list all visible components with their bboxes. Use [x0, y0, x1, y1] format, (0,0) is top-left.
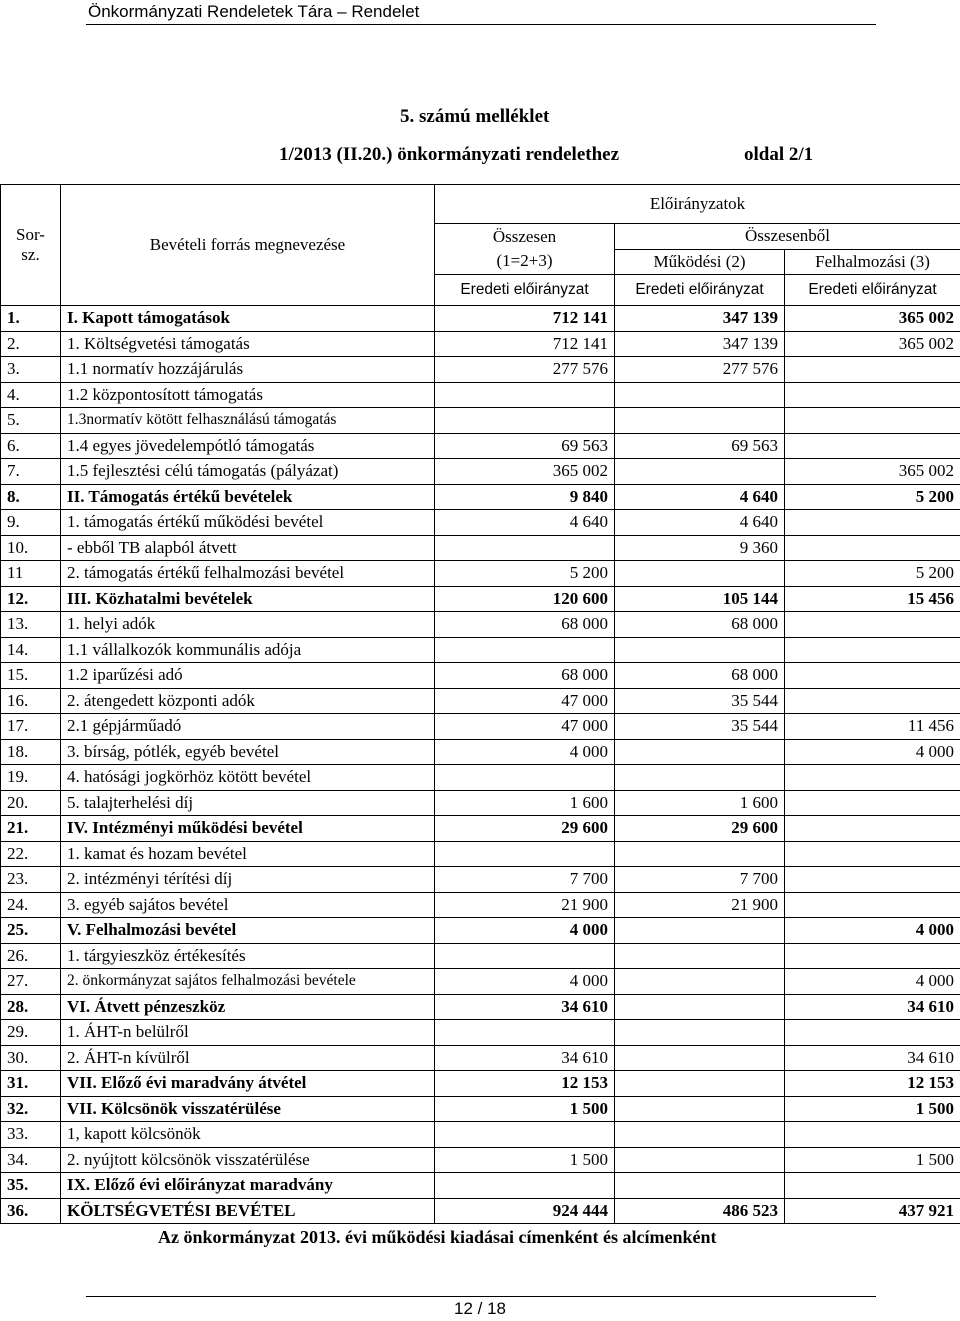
row-name: VI. Átvett pénzeszköz: [61, 994, 435, 1020]
row-number: 22.: [1, 841, 61, 867]
row-operating: [615, 1045, 785, 1071]
row-number: 8.: [1, 484, 61, 510]
row-operating: 1 600: [615, 790, 785, 816]
row-total: 21 900: [435, 892, 615, 918]
row-capital: [785, 612, 960, 638]
row-name: 1.3normatív kötött felhasználású támogatás: [61, 408, 435, 434]
sheet-label: oldal 2/1: [744, 144, 814, 165]
row-operating: [615, 841, 785, 867]
row-capital: 365 002: [785, 459, 960, 485]
row-number: 12.: [1, 586, 61, 612]
row-operating: [615, 765, 785, 791]
row-operating: [615, 1173, 785, 1199]
row-operating: [615, 1071, 785, 1097]
row-total: [435, 765, 615, 791]
row-total: 277 576: [435, 357, 615, 383]
row-name: 1.5 fejlesztési célú támogatás (pályázat): [61, 459, 435, 485]
row-capital: 34 610: [785, 994, 960, 1020]
row-total: [435, 408, 615, 434]
row-total: 68 000: [435, 663, 615, 689]
row-name: II. Támogatás értékű bevételek: [61, 484, 435, 510]
row-total: [435, 1020, 615, 1046]
page-number: 12 / 18: [454, 1299, 506, 1318]
col-header-original-operating: Eredeti előirányzat: [615, 274, 785, 305]
row-total: 29 600: [435, 816, 615, 842]
table-row: [1, 714, 960, 740]
row-name: 1. ÁHT-n belülről: [61, 1020, 435, 1046]
row-number: 7.: [1, 459, 61, 485]
row-name: 1.1 vállalkozók kommunális adója: [61, 637, 435, 663]
row-total: 712 141: [435, 331, 615, 357]
row-operating: 35 544: [615, 688, 785, 714]
row-operating: 68 000: [615, 663, 785, 689]
row-number: 19.: [1, 765, 61, 791]
annex-title: 5. számú melléklet: [400, 106, 550, 127]
row-name: 2. nyújtott kölcsönök visszatérülése: [61, 1147, 435, 1173]
row-operating: 4 640: [615, 510, 785, 536]
table-row: [1, 1071, 960, 1097]
row-total: [435, 535, 615, 561]
row-number: 9.: [1, 510, 61, 536]
row-capital: [785, 1122, 960, 1148]
col-header-capital: Felhalmozási (3): [785, 249, 960, 274]
table-row: [1, 1122, 960, 1148]
table-row: [1, 765, 960, 791]
table-row: [1, 1173, 960, 1199]
row-total: [435, 841, 615, 867]
row-name: VII. Kölcsönök visszatérülése: [61, 1096, 435, 1122]
row-total: 5 200: [435, 561, 615, 587]
row-name: 3. bírság, pótlék, egyéb bevétel: [61, 739, 435, 765]
row-number: 2.: [1, 331, 61, 357]
row-number: 32.: [1, 1096, 61, 1122]
row-name: V. Felhalmozási bevétel: [61, 918, 435, 944]
revenue-table: [0, 184, 960, 1224]
row-name: KÖLTSÉGVETÉSI BEVÉTEL: [61, 1198, 435, 1224]
row-number: 15.: [1, 663, 61, 689]
table-row: [1, 408, 960, 434]
row-name: 2. önkormányzat sajátos felhalmozási bevétele: [61, 969, 435, 995]
row-number: 5.: [1, 408, 61, 434]
row-number: 16.: [1, 688, 61, 714]
col-header-original-capital: Eredeti előirányzat: [785, 274, 960, 305]
row-name: 2. intézményi térítési díj: [61, 867, 435, 893]
row-total: [435, 943, 615, 969]
row-capital: [785, 943, 960, 969]
row-number: 6.: [1, 433, 61, 459]
row-capital: [785, 357, 960, 383]
row-number: 25.: [1, 918, 61, 944]
row-number: 24.: [1, 892, 61, 918]
row-total: 34 610: [435, 1045, 615, 1071]
row-operating: [615, 1020, 785, 1046]
row-number: 30.: [1, 1045, 61, 1071]
row-name: 2. átengedett központi adók: [61, 688, 435, 714]
row-total: 47 000: [435, 688, 615, 714]
col-header-group: Előirányzatok: [435, 185, 960, 224]
row-operating: 486 523: [615, 1198, 785, 1224]
col-header-original-total: Eredeti előirányzat: [435, 274, 615, 305]
row-operating: [615, 1122, 785, 1148]
row-total: [435, 1173, 615, 1199]
row-operating: 68 000: [615, 612, 785, 638]
row-number: 13.: [1, 612, 61, 638]
table-row: [1, 459, 960, 485]
row-capital: 4 000: [785, 969, 960, 995]
row-name: VII. Előző évi maradvány átvétel: [61, 1071, 435, 1097]
row-number: 11: [1, 561, 61, 587]
row-capital: [785, 663, 960, 689]
row-total: 47 000: [435, 714, 615, 740]
row-operating: [615, 994, 785, 1020]
row-name: 2. ÁHT-n kívülről: [61, 1045, 435, 1071]
row-total: 4 000: [435, 969, 615, 995]
table-row: [1, 586, 960, 612]
row-operating: 7 700: [615, 867, 785, 893]
table-row: [1, 739, 960, 765]
page-header: [86, 0, 876, 25]
row-number: 33.: [1, 1122, 61, 1148]
row-operating: [615, 943, 785, 969]
row-operating: [615, 739, 785, 765]
row-capital: [785, 765, 960, 791]
row-capital: [785, 510, 960, 536]
row-number: 17.: [1, 714, 61, 740]
table-row: [1, 969, 960, 995]
row-number: 31.: [1, 1071, 61, 1097]
row-total: [435, 637, 615, 663]
row-capital: [785, 841, 960, 867]
row-total: [435, 382, 615, 408]
col-header-row-number: Sor- sz.: [1, 185, 61, 306]
table-row: [1, 994, 960, 1020]
table-body: [1, 306, 960, 1224]
row-name: - ebből TB alapból átvett: [61, 535, 435, 561]
row-operating: [615, 918, 785, 944]
table-row: [1, 892, 960, 918]
row-operating: 347 139: [615, 331, 785, 357]
row-total: 69 563: [435, 433, 615, 459]
table-row: [1, 663, 960, 689]
row-name: 1. Költségvetési támogatás: [61, 331, 435, 357]
row-name: 1. tárgyieszköz értékesítés: [61, 943, 435, 969]
row-name: 1, kapott kölcsönök: [61, 1122, 435, 1148]
table-row: [1, 1045, 960, 1071]
table-row: [1, 841, 960, 867]
row-capital: [785, 688, 960, 714]
row-total: 365 002: [435, 459, 615, 485]
row-capital: 12 153: [785, 1071, 960, 1097]
row-name: 1.2 központosított támogatás: [61, 382, 435, 408]
row-total: 68 000: [435, 612, 615, 638]
row-total: 4 640: [435, 510, 615, 536]
row-capital: 15 456: [785, 586, 960, 612]
row-total: [435, 1122, 615, 1148]
row-number: 23.: [1, 867, 61, 893]
row-total: 4 000: [435, 739, 615, 765]
row-capital: [785, 790, 960, 816]
row-capital: 1 500: [785, 1096, 960, 1122]
row-operating: 347 139: [615, 306, 785, 332]
row-name: 1.4 egyes jövedelempótló támogatás: [61, 433, 435, 459]
row-total: 12 153: [435, 1071, 615, 1097]
row-total: 1 500: [435, 1096, 615, 1122]
table-row: [1, 688, 960, 714]
row-operating: [615, 1147, 785, 1173]
row-total: 4 000: [435, 918, 615, 944]
table-row: [1, 510, 960, 536]
row-operating: 21 900: [615, 892, 785, 918]
row-number: 14.: [1, 637, 61, 663]
row-name: III. Közhatalmi bevételek: [61, 586, 435, 612]
footer-divider: [86, 1296, 876, 1297]
table-row: [1, 1020, 960, 1046]
row-operating: [615, 561, 785, 587]
decree-reference: 1/2013 (II.20.) önkormányzati rendelethez: [279, 144, 620, 165]
table-row: [1, 1096, 960, 1122]
row-capital: [785, 433, 960, 459]
row-name: IV. Intézményi működési bevétel: [61, 816, 435, 842]
row-operating: 9 360: [615, 535, 785, 561]
row-name: 1.2 iparűzési adó: [61, 663, 435, 689]
table-row: [1, 790, 960, 816]
col-header-of-which: Összesenből: [615, 224, 960, 249]
table-row: [1, 306, 960, 332]
row-number: 27.: [1, 969, 61, 995]
row-number: 1.: [1, 306, 61, 332]
footer-note: Az önkormányzat 2013. évi működési kiadásai címenként és alcímenként: [158, 1227, 717, 1247]
row-operating: [615, 969, 785, 995]
table-row: [1, 331, 960, 357]
row-name: 2.1 gépjárműadó: [61, 714, 435, 740]
table-row: [1, 1147, 960, 1173]
table-row: [1, 535, 960, 561]
table-row: [1, 433, 960, 459]
row-number: 36.: [1, 1198, 61, 1224]
row-capital: [785, 535, 960, 561]
row-name: 1.1 normatív hozzájárulás: [61, 357, 435, 383]
row-capital: [785, 892, 960, 918]
row-capital: 4 000: [785, 739, 960, 765]
row-total: 924 444: [435, 1198, 615, 1224]
row-capital: [785, 1020, 960, 1046]
row-capital: 5 200: [785, 561, 960, 587]
row-capital: [785, 816, 960, 842]
row-name: 5. talajterhelési díj: [61, 790, 435, 816]
row-name: 2. támogatás értékű felhalmozási bevétel: [61, 561, 435, 587]
col-header-name: Bevételi forrás megnevezése: [61, 185, 435, 306]
row-name: 1. kamat és hozam bevétel: [61, 841, 435, 867]
row-name: 3. egyéb sajátos bevétel: [61, 892, 435, 918]
row-capital: 365 002: [785, 306, 960, 332]
row-capital: 34 610: [785, 1045, 960, 1071]
row-number: 21.: [1, 816, 61, 842]
row-name: IX. Előző évi előirányzat maradvány: [61, 1173, 435, 1199]
row-number: 34.: [1, 1147, 61, 1173]
table-row: [1, 816, 960, 842]
table-row: [1, 561, 960, 587]
row-number: 29.: [1, 1020, 61, 1046]
table-row: [1, 918, 960, 944]
header-title: Önkormányzati Rendeletek Tára – Rendelet: [88, 2, 420, 21]
row-operating: [615, 637, 785, 663]
table-row: [1, 612, 960, 638]
row-total: 34 610: [435, 994, 615, 1020]
row-number: 4.: [1, 382, 61, 408]
row-operating: [615, 382, 785, 408]
table-row: [1, 484, 960, 510]
row-number: 10.: [1, 535, 61, 561]
row-number: 3.: [1, 357, 61, 383]
row-name: 1. támogatás értékű működési bevétel: [61, 510, 435, 536]
col-header-total: Összesen: [435, 224, 615, 249]
row-operating: [615, 1096, 785, 1122]
table-row: [1, 357, 960, 383]
row-operating: 69 563: [615, 433, 785, 459]
row-name: 1. helyi adók: [61, 612, 435, 638]
row-operating: 105 144: [615, 586, 785, 612]
table-row: [1, 382, 960, 408]
row-operating: [615, 408, 785, 434]
table-row: [1, 1198, 960, 1224]
row-number: 35.: [1, 1173, 61, 1199]
row-name: 4. hatósági jogkörhöz kötött bevétel: [61, 765, 435, 791]
row-capital: 437 921: [785, 1198, 960, 1224]
row-total: 1 500: [435, 1147, 615, 1173]
row-number: 20.: [1, 790, 61, 816]
row-number: 18.: [1, 739, 61, 765]
row-capital: [785, 408, 960, 434]
row-operating: 35 544: [615, 714, 785, 740]
row-capital: 4 000: [785, 918, 960, 944]
row-capital: 1 500: [785, 1147, 960, 1173]
col-header-total-formula: (1=2+3): [435, 249, 615, 274]
row-capital: 5 200: [785, 484, 960, 510]
row-operating: [615, 459, 785, 485]
row-total: 9 840: [435, 484, 615, 510]
row-capital: [785, 637, 960, 663]
row-number: 26.: [1, 943, 61, 969]
row-number: 28.: [1, 994, 61, 1020]
row-total: 712 141: [435, 306, 615, 332]
row-capital: 365 002: [785, 331, 960, 357]
col-header-operating: Működési (2): [615, 249, 785, 274]
table-row: [1, 943, 960, 969]
row-total: 7 700: [435, 867, 615, 893]
row-operating: 277 576: [615, 357, 785, 383]
row-capital: [785, 867, 960, 893]
row-total: 120 600: [435, 586, 615, 612]
table-row: [1, 637, 960, 663]
row-name: I. Kapott támogatások: [61, 306, 435, 332]
row-capital: [785, 1173, 960, 1199]
row-capital: 11 456: [785, 714, 960, 740]
row-operating: 29 600: [615, 816, 785, 842]
table-row: [1, 867, 960, 893]
row-total: 1 600: [435, 790, 615, 816]
row-operating: 4 640: [615, 484, 785, 510]
row-capital: [785, 382, 960, 408]
